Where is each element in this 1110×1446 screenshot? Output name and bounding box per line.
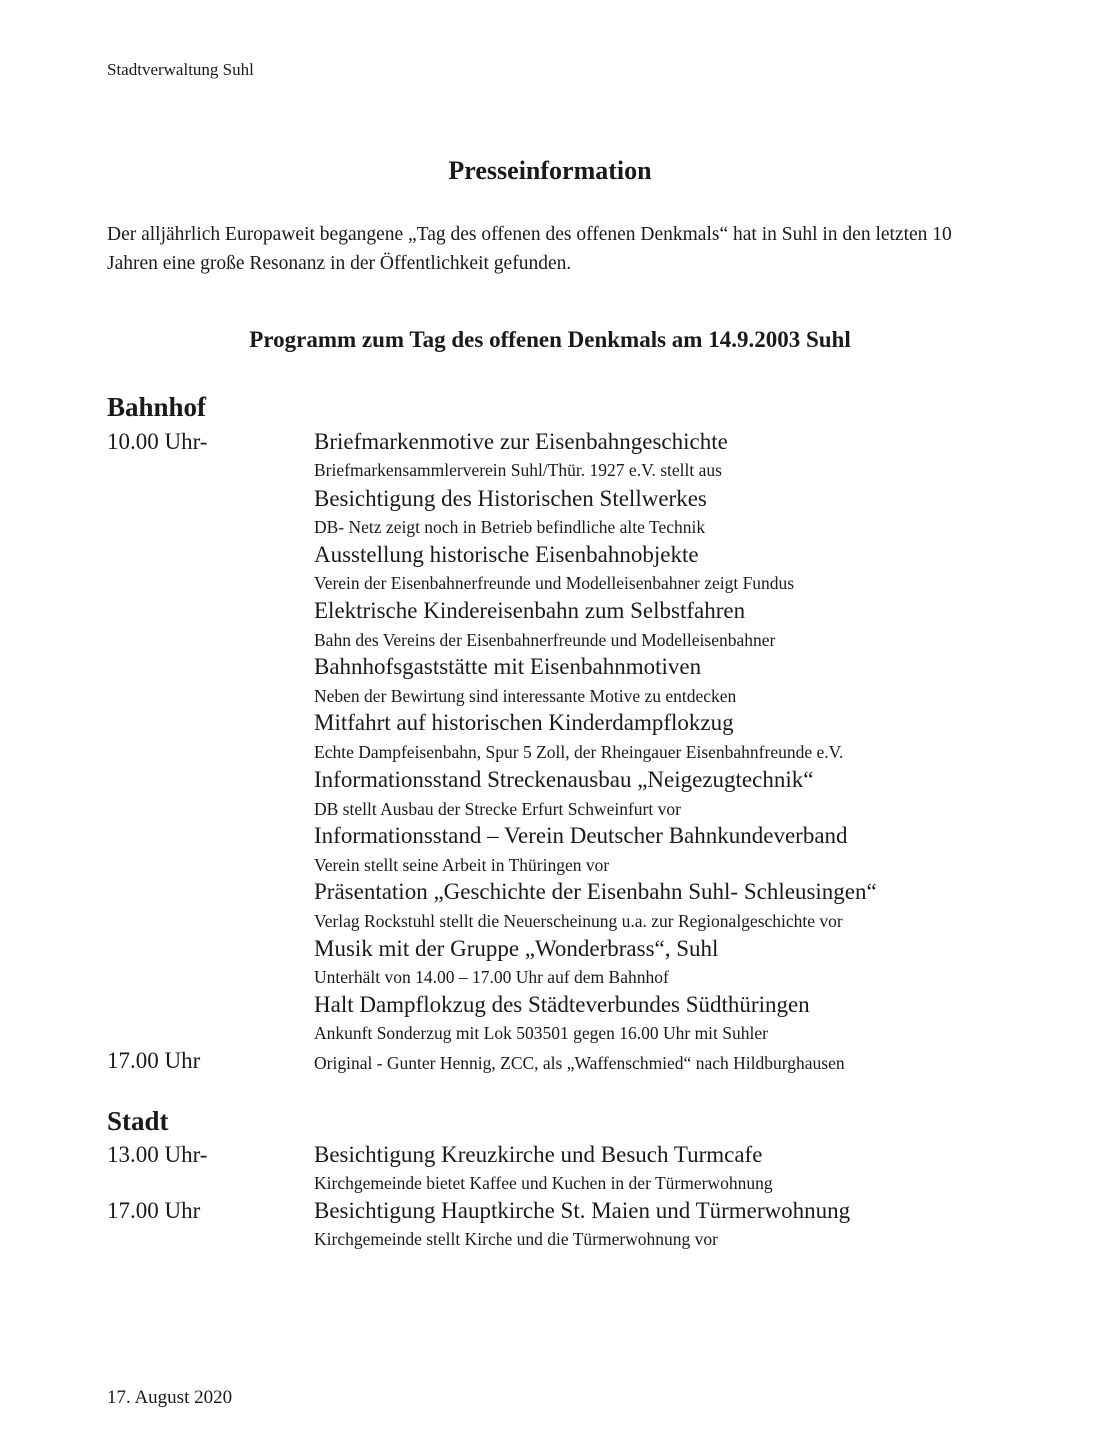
program-item-description: Verein stellt seine Arbeit in Thüringen vor: [314, 855, 610, 875]
program-item-description-continued: Original - Gunter Hennig, ZCC, als „Waffenschmied“ nach Hildburghausen: [314, 1053, 845, 1073]
program-item-description: Kirchgemeinde stellt Kirche und die Türmerwohnung vor: [314, 1229, 719, 1249]
program-item-title: Präsentation „Geschichte der Eisenbahn Suhl- Schleusingen“: [314, 879, 877, 904]
program-item-title: Besichtigung Hauptkirche St. Maien und Türmerwohnung: [314, 1198, 851, 1223]
program-item-title: Halt Dampflokzug des Städteverbundes Südthüringen: [314, 992, 810, 1017]
program-item-description: Kirchgemeinde bietet Kaffee und Kuchen in der Türmerwohnung: [314, 1173, 773, 1193]
program-item-title: Besichtigung des Historischen Stellwerkes: [314, 486, 707, 511]
program-item-description: Verein der Eisenbahnerfreunde und Modelleisenbahner zeigt Fundus: [314, 573, 795, 593]
program-item-title: Informationsstand Streckenausbau „Neigezugtechnik“: [314, 767, 814, 792]
program-title: Programm zum Tag des offenen Denkmals am 14.9.2003 Suhl: [249, 327, 851, 352]
program-item-title: Informationsstand – Verein Deutscher Bahnkundeverband: [314, 823, 848, 848]
program-item-title: Bahnhofsgaststätte mit Eisenbahnmotiven: [314, 654, 702, 679]
program-item-description: Bahn des Vereins der Eisenbahnerfreunde und Modelleisenbahner: [314, 630, 776, 650]
program-item-description: Briefmarkensammlerverein Suhl/Thür. 1927 e.V. stellt aus: [314, 460, 722, 480]
program-item-title: Ausstellung historische Eisenbahnobjekte: [314, 542, 699, 567]
header-organization: Stadtverwaltung Suhl: [107, 60, 254, 79]
program-item-description: Verlag Rockstuhl stellt die Neuerscheinung u.a. zur Regionalgeschichte vor: [314, 911, 843, 931]
page-title: Presseinformation: [448, 156, 652, 185]
section-heading-bahnhof: Bahnhof: [107, 392, 207, 422]
program-item-title: Musik mit der Gruppe „Wonderbrass“, Suhl: [314, 936, 719, 961]
program-item-description: Ankunft Sonderzug mit Lok 503501 gegen 16.00 Uhr mit Suhler: [314, 1023, 768, 1043]
program-item-title: Besichtigung Kreuzkirche und Besuch Turmcafe: [314, 1142, 763, 1167]
program-item-description: DB- Netz zeigt noch in Betrieb befindliche alte Technik: [314, 517, 706, 537]
section-heading-stadt: Stadt: [107, 1106, 169, 1136]
footer-date: 17. August 2020: [107, 1387, 233, 1408]
time-bahnhof-start: 10.00 Uhr-: [107, 429, 208, 454]
time-stadt-start: 13.00 Uhr-: [107, 1142, 208, 1167]
program-item-title: Briefmarkenmotive zur Eisenbahngeschichte: [314, 429, 728, 454]
program-item-description: Echte Dampfeisenbahn, Spur 5 Zoll, der Rheingauer Eisenbahnfreunde e.V.: [314, 742, 844, 762]
time-stadt-end: 17.00 Uhr: [107, 1198, 201, 1223]
program-item-title: Mitfahrt auf historischen Kinderdampflokzug: [314, 710, 734, 735]
intro-paragraph: Der alljährlich Europaweit begangene „Tag des offenen des offenen Denkmals“ hat in Suhl in den letzten 10 Jahren eine große Resonanz in der Öffentlichkeit gefunden.: [107, 224, 952, 274]
program-item-description: DB stellt Ausbau der Strecke Erfurt Schweinfurt vor: [314, 799, 681, 819]
program-item-description: Neben der Bewirtung sind interessante Motive zu entdecken: [314, 686, 737, 706]
program-item-title: Elektrische Kindereisenbahn zum Selbstfahren: [314, 598, 746, 623]
time-bahnhof-end: 17.00 Uhr: [107, 1048, 201, 1073]
program-item-description: Unterhält von 14.00 – 17.00 Uhr auf dem Bahnhof: [314, 967, 669, 987]
